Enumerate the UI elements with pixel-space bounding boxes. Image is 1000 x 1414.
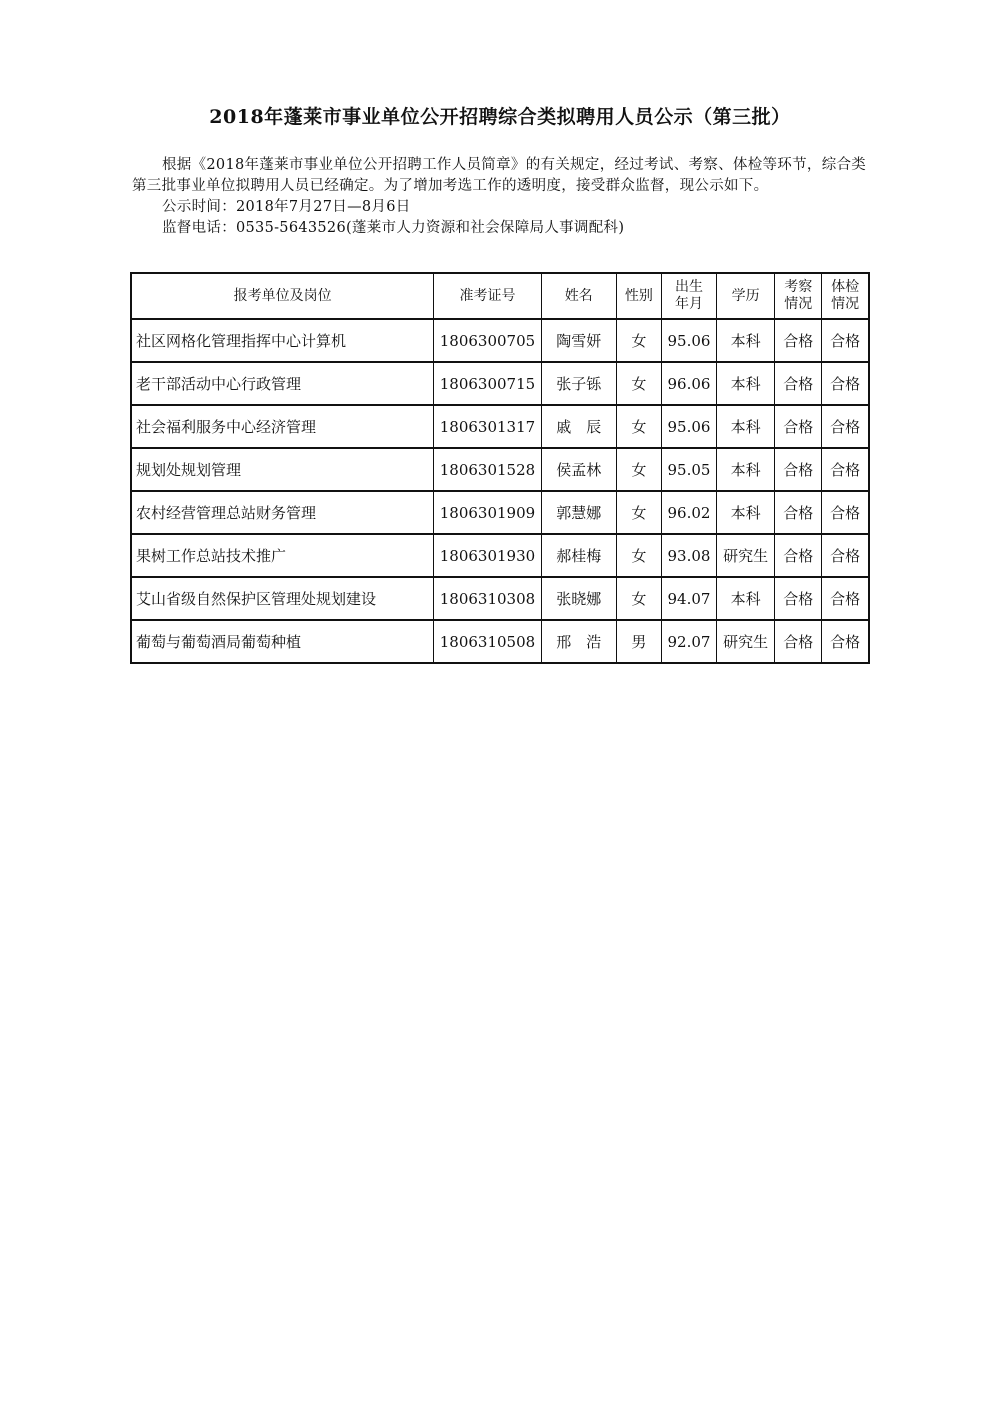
cell-education: 本科 (717, 491, 775, 534)
cell-medical: 合格 (822, 319, 869, 362)
cell-gender: 女 (616, 362, 661, 405)
cell-name: 郭慧娜 (541, 491, 616, 534)
cell-birth: 96.06 (661, 362, 716, 405)
intro-section (132, 155, 872, 239)
cell-position: 葡萄与葡萄酒局葡萄种植 (131, 620, 434, 663)
table-row (131, 362, 869, 405)
cell-name: 张子铄 (541, 362, 616, 405)
cell-exam-id: 1806301528 (434, 448, 541, 491)
cell-exam-id: 1806301930 (434, 534, 541, 577)
cell-education: 本科 (717, 319, 775, 362)
cell-exam-id: 1806310308 (434, 577, 541, 620)
cell-inspection: 合格 (775, 620, 822, 663)
table-row (131, 319, 869, 362)
cell-medical: 合格 (822, 577, 869, 620)
header-birth-line1: 出生 (674, 279, 703, 295)
cell-medical: 合格 (822, 448, 869, 491)
cell-position: 规划处规划管理 (131, 448, 434, 491)
cell-medical: 合格 (822, 405, 869, 448)
table-row (131, 405, 869, 448)
table-row (131, 448, 869, 491)
cell-gender: 女 (616, 448, 661, 491)
table-row (131, 491, 869, 534)
cell-education: 研究生 (717, 534, 775, 577)
cell-gender: 女 (616, 534, 661, 577)
cell-name: 郝桂梅 (541, 534, 616, 577)
header-birth-line2: 年月 (674, 296, 703, 312)
cell-name: 戚 辰 (541, 405, 616, 448)
cell-inspection: 合格 (775, 491, 822, 534)
cell-position: 老干部活动中心行政管理 (131, 362, 434, 405)
cell-gender: 女 (616, 405, 661, 448)
cell-inspection: 合格 (775, 534, 822, 577)
cell-position: 社会福利服务中心经济管理 (131, 405, 434, 448)
cell-birth: 95.05 (661, 448, 716, 491)
cell-medical: 合格 (822, 362, 869, 405)
header-gender: 性别 (616, 273, 661, 319)
table-row (131, 534, 869, 577)
cell-birth: 95.06 (661, 405, 716, 448)
table-header-row (131, 273, 869, 319)
cell-education: 本科 (717, 577, 775, 620)
header-inspection (775, 273, 822, 319)
cell-education: 本科 (717, 362, 775, 405)
hiring-roster-table (130, 272, 870, 664)
header-inspection-line2: 情况 (784, 296, 813, 312)
header-name: 姓名 (541, 273, 616, 319)
cell-education: 本科 (717, 405, 775, 448)
header-inspection-line1: 考察 (784, 279, 813, 295)
cell-name: 邢 浩 (541, 620, 616, 663)
header-medical (822, 273, 869, 319)
cell-birth: 95.06 (661, 319, 716, 362)
header-medical-line2: 情况 (831, 296, 860, 312)
page-title: 2018年蓬莱市事业单位公开招聘综合类拟聘用人员公示（第三批） (209, 106, 791, 128)
cell-inspection: 合格 (775, 448, 822, 491)
header-birth (661, 273, 716, 319)
cell-position: 社区网格化管理指挥中心计算机 (131, 319, 434, 362)
cell-exam-id: 1806301909 (434, 491, 541, 534)
cell-position: 果树工作总站技术推广 (131, 534, 434, 577)
cell-birth: 96.02 (661, 491, 716, 534)
cell-medical: 合格 (822, 534, 869, 577)
cell-exam-id: 1806300705 (434, 319, 541, 362)
table-row (131, 620, 869, 663)
header-medical-line1: 体检 (831, 279, 860, 295)
cell-name: 陶雪妍 (541, 319, 616, 362)
cell-gender: 男 (616, 620, 661, 663)
cell-birth: 92.07 (661, 620, 716, 663)
cell-position: 农村经营管理总站财务管理 (131, 491, 434, 534)
cell-name: 侯孟林 (541, 448, 616, 491)
header-education: 学历 (717, 273, 775, 319)
cell-gender: 女 (616, 577, 661, 620)
header-exam-id: 准考证号 (434, 273, 541, 319)
cell-name: 张晓娜 (541, 577, 616, 620)
cell-inspection: 合格 (775, 405, 822, 448)
publicity-period: 公示时间：2018年7月27日—8月6日 (162, 199, 411, 215)
cell-birth: 94.07 (661, 577, 716, 620)
cell-gender: 女 (616, 319, 661, 362)
cell-medical: 合格 (822, 620, 869, 663)
cell-education: 研究生 (717, 620, 775, 663)
cell-inspection: 合格 (775, 362, 822, 405)
cell-exam-id: 1806300715 (434, 362, 541, 405)
cell-exam-id: 1806310508 (434, 620, 541, 663)
cell-inspection: 合格 (775, 577, 822, 620)
table-row (131, 577, 869, 620)
cell-gender: 女 (616, 491, 661, 534)
cell-birth: 93.08 (661, 534, 716, 577)
header-position: 报考单位及岗位 (131, 273, 434, 319)
cell-inspection: 合格 (775, 319, 822, 362)
cell-education: 本科 (717, 448, 775, 491)
cell-exam-id: 1806301317 (434, 405, 541, 448)
intro-paragraph: 根据《2018年蓬莱市事业单位公开招聘工作人员简章》的有关规定，经过考试、考察、体检等环节，综合类第三批事业单位拟聘用人员已经确定。为了增加考选工作的透明度，接受群众监督，现公示如下。 (132, 157, 867, 194)
cell-position: 艾山省级自然保护区管理处规划建设 (131, 577, 434, 620)
cell-medical: 合格 (822, 491, 869, 534)
supervision-hotline: 监督电话：0535-5643526(蓬莱市人力资源和社会保障局人事调配科) (162, 220, 625, 236)
